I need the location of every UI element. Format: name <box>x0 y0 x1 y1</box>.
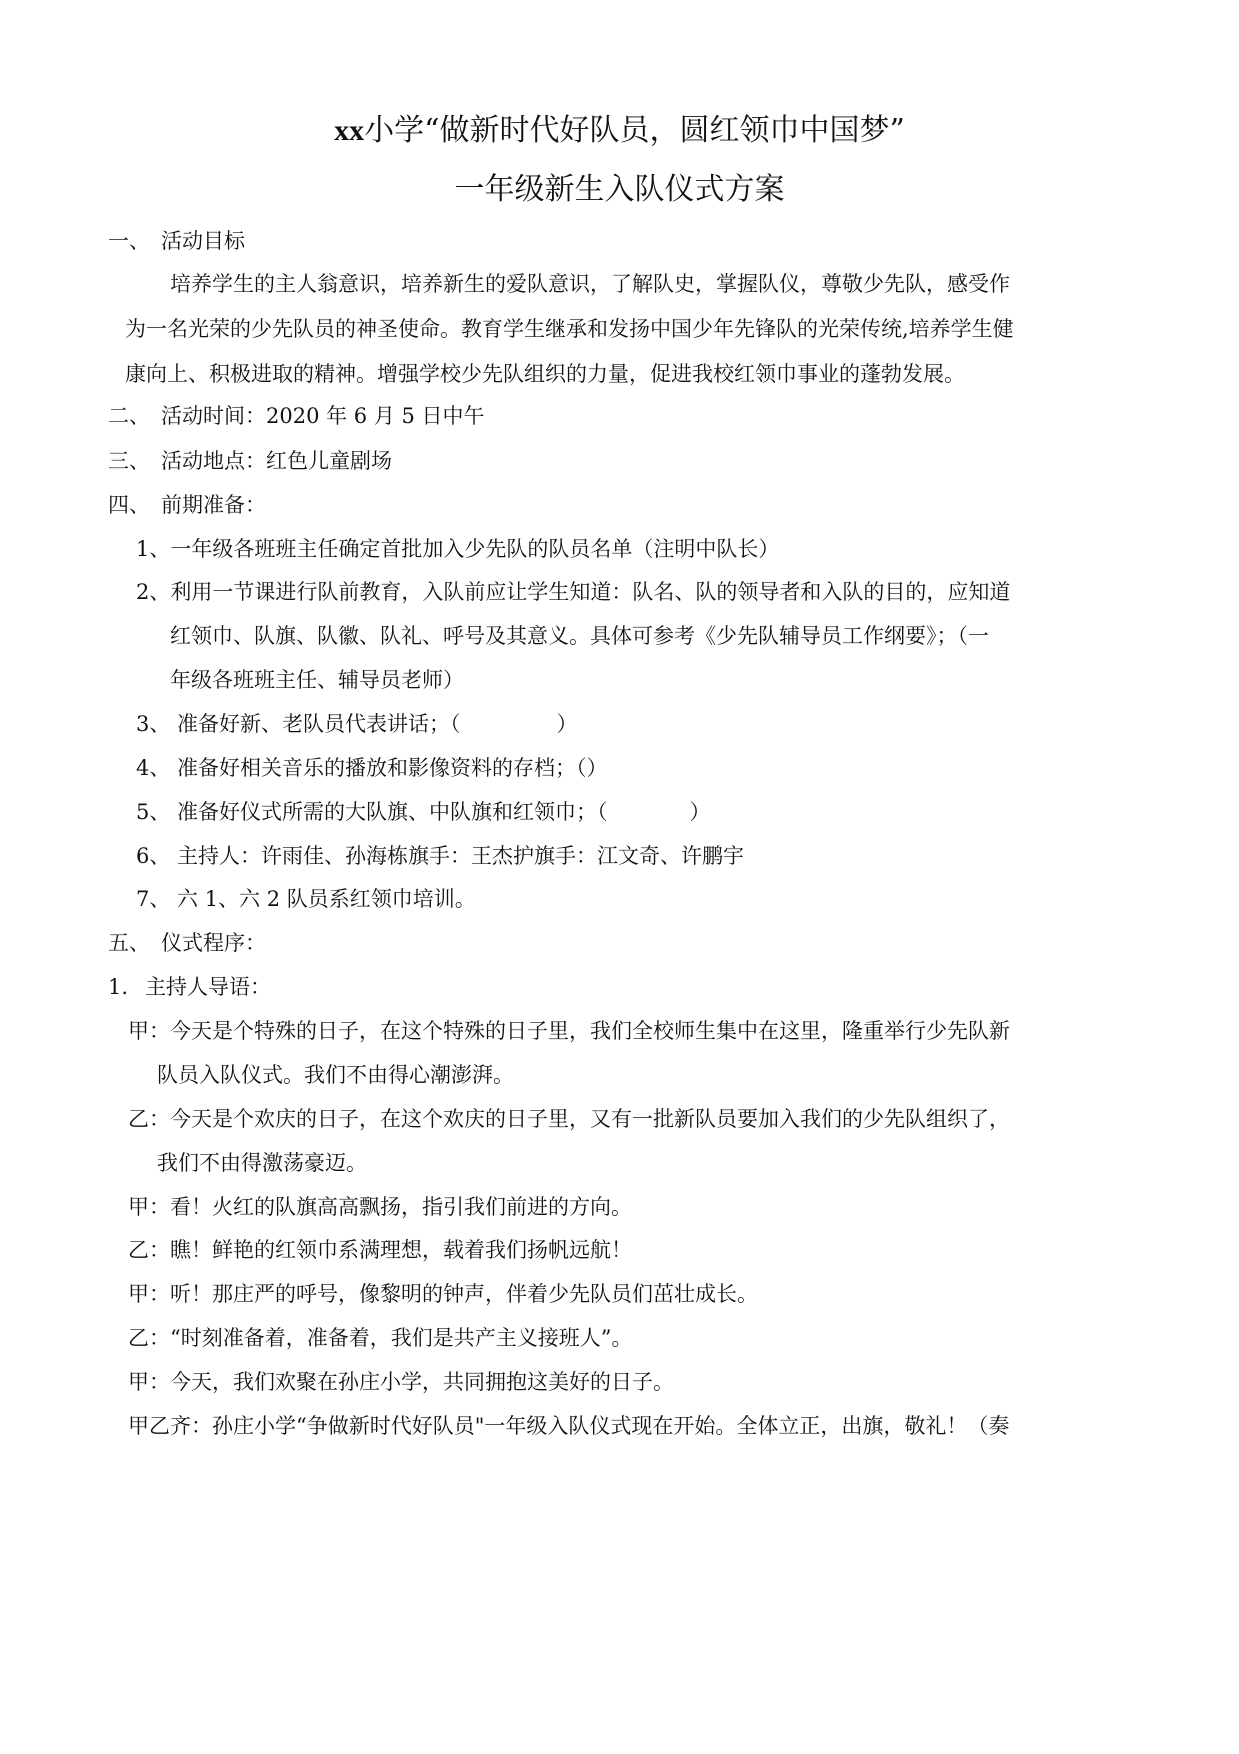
section-4-number: 四、 <box>108 493 150 517</box>
prep-item-4: 4、 准备好相关音乐的播放和影像资料的存档；（） <box>136 756 608 780</box>
prep-item-5-close: ） <box>689 800 711 824</box>
prep-item-2-line-1: 2、利用一节课进行队前教育，入队前应让学生知道：队名、队的领导者和入队的目的，应知道 <box>136 580 1011 604</box>
prep-item-3-close: ） <box>556 712 578 736</box>
document-title-line-1 <box>0 111 1239 151</box>
subsection-1-heading: 主持人导语： <box>145 975 271 999</box>
dialogue-line-2: 队员入队仪式。我们不由得心潮澎湃。 <box>157 1063 514 1087</box>
section-4-heading: 前期准备： <box>161 493 266 517</box>
section-1-body-line-2: 为一名光荣的少先队员的神圣使命。教育学生继承和发扬中国少年先锋队的光荣传统,培养学生健 <box>125 317 1014 341</box>
document-title-line-2: 一年级新生入队仪式方案 <box>454 172 785 207</box>
prep-item-5-text: 5、 准备好仪式所需的大队旗、中队旗和红领巾；（ <box>136 800 608 824</box>
prep-item-5 <box>136 798 711 826</box>
dialogue-line-9: 甲：今天，我们欢聚在孙庄小学，共同拥抱这美好的日子。 <box>128 1370 674 1394</box>
prep-item-1: 1、一年级各班班主任确定首批加入少先队的队员名单（注明中队长） <box>136 537 780 561</box>
title-main-text: 小学“做新时代好队员，圆红领巾中国梦” <box>364 113 905 148</box>
section-1-heading: 活动目标 <box>161 229 245 253</box>
dialogue-line-6: 乙：瞧！鲜艳的红领巾系满理想，载着我们扬帆远航！ <box>128 1238 632 1262</box>
section-1-body-line-3: 康向上、积极进取的精神。增强学校少先队组织的力量，促进我校红领巾事业的蓬勃发展。 <box>125 362 965 386</box>
prep-item-6: 6、 主持人：许雨佳、孙海栋旗手：王杰护旗手：江文奇、许鹏宇 <box>136 844 745 868</box>
prep-item-2-line-3: 年级各班班主任、辅导员老师） <box>170 668 464 692</box>
dialogue-line-4: 我们不由得激荡豪迈。 <box>157 1151 367 1175</box>
section-5-number: 五、 <box>108 931 150 955</box>
dialogue-line-7: 甲：听！那庄严的呼号，像黎明的钟声，伴着少先队员们茁壮成长。 <box>128 1282 758 1306</box>
dialogue-line-3: 乙：今天是个欢庆的日子，在这个欢庆的日子里，又有一批新队员要加入我们的少先队组织了， <box>128 1107 1010 1131</box>
section-2-number: 二、 <box>108 404 150 428</box>
section-3-text: 活动地点：红色儿童剧场 <box>161 449 392 473</box>
title-school-prefix: xx <box>334 114 365 147</box>
section-5-heading: 仪式程序： <box>161 931 266 955</box>
section-1-body-line-1: 培养学生的主人翁意识，培养新生的爱队意识，了解队史，掌握队仪，尊敬少先队，感受作 <box>170 272 1010 296</box>
subsection-1-number: 1. <box>108 975 129 999</box>
section-2-text: 活动时间：2020 年 6 月 5 日中午 <box>161 404 485 428</box>
prep-item-2-line-2: 红领巾、队旗、队徽、队礼、呼号及其意义。具体可参考《少先队辅导员工作纲要》；（一 <box>170 624 989 648</box>
dialogue-line-8: 乙：“时刻准备着，准备着，我们是共产主义接班人”。 <box>128 1326 633 1350</box>
dialogue-line-1: 甲：今天是个特殊的日子，在这个特殊的日子里，我们全校师生集中在这里，隆重举行少先队新 <box>128 1019 1010 1043</box>
section-1-number: 一、 <box>108 229 150 253</box>
dialogue-line-5: 甲：看！火红的队旗高高飘扬，指引我们前进的方向。 <box>128 1195 632 1219</box>
prep-item-7: 7、 六 1、六 2 队员系红领巾培训。 <box>136 887 476 911</box>
prep-item-3 <box>136 710 578 738</box>
prep-item-3-text: 3、 准备好新、老队员代表讲话；（ <box>136 712 461 736</box>
section-3-number: 三、 <box>108 449 150 473</box>
dialogue-line-10: 甲乙齐：孙庄小学“争做新时代好队员"一年级入队仪式现在开始。全体立正，出旗，敬礼！（奏 <box>128 1414 1010 1438</box>
